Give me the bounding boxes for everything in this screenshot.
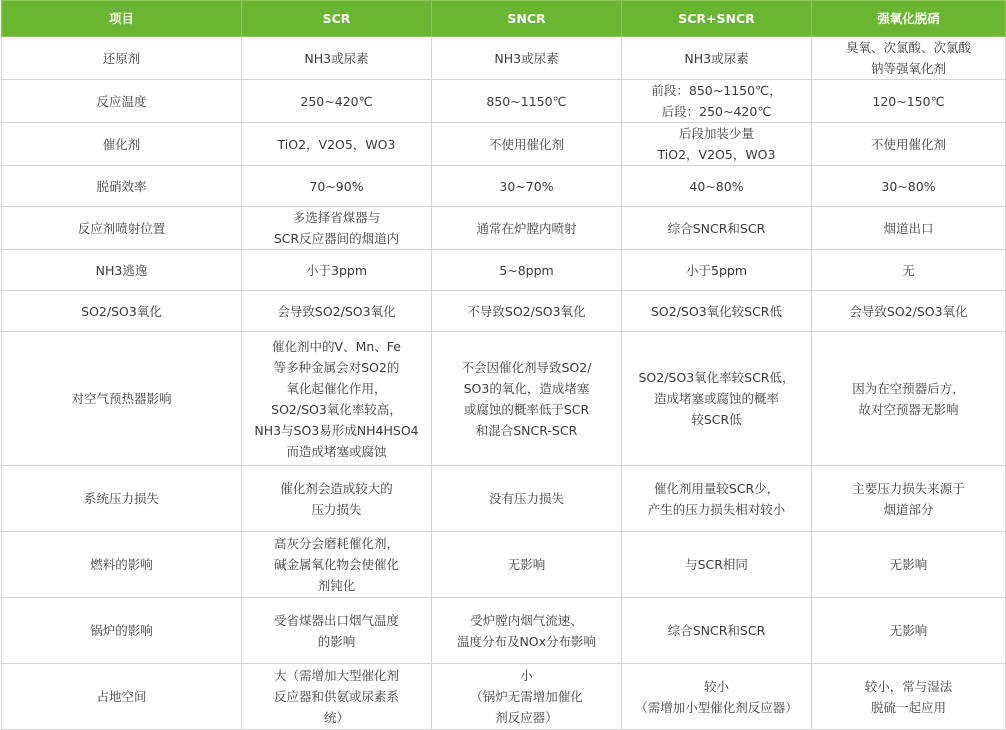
- table-row-fuel: [2, 532, 1006, 598]
- cell-preheater-strong-oxidation: 因为在空预器后方， 故对空预器无影响: [812, 332, 1006, 466]
- cell-temperature-sncr: 850~1150℃: [432, 80, 622, 123]
- cell-boiler-sncr: 受炉膛内烟气流速、 温度分布及NOx分布影响: [432, 598, 622, 664]
- cell-fuel-item: 燃料的影响: [2, 532, 242, 598]
- cell-injection-strong-oxidation: 烟道出口: [812, 207, 1006, 250]
- table-row-boiler: [2, 598, 1006, 664]
- cell-pressure-loss-scr: 催化剂会造成较大的 压力损失: [242, 466, 432, 532]
- cell-nh3-slip-strong-oxidation: 无: [812, 250, 1006, 291]
- cell-boiler-scr: 受省煤器出口烟气温度 的影响: [242, 598, 432, 664]
- cell-catalyst-scr: TiO2，V2O5，WO3: [242, 123, 432, 166]
- cell-pressure-loss-strong-oxidation: 主要压力损失来源于 烟道部分: [812, 466, 1006, 532]
- cell-reductant-sncr: NH3或尿素: [432, 37, 622, 80]
- cell-nh3-slip-sncr: 5~8ppm: [432, 250, 622, 291]
- cell-reductant-scr-sncr: NH3或尿素: [622, 37, 812, 80]
- cell-nh3-slip-scr: 小于3ppm: [242, 250, 432, 291]
- header-strong-oxidation: 强氧化脱硝: [812, 1, 1006, 37]
- cell-footprint-scr-sncr: 较小 （需增加小型催化剂反应器）: [622, 664, 812, 730]
- cell-so2-oxidation-strong-oxidation: 会导致SO2/SO3氧化: [812, 291, 1006, 332]
- cell-pressure-loss-item: 系统压力损失: [2, 466, 242, 532]
- cell-efficiency-scr: 70~90%: [242, 166, 432, 207]
- header-scr-sncr: SCR+SNCR: [622, 1, 812, 37]
- cell-boiler-strong-oxidation: 无影响: [812, 598, 1006, 664]
- denitration-comparison-table: [1, 0, 1006, 730]
- table-row-preheater: [2, 332, 1006, 466]
- header-scr: SCR: [242, 1, 432, 37]
- table-row-footprint: [2, 664, 1006, 730]
- header-item: 项目: [2, 1, 242, 37]
- cell-reductant-strong-oxidation: 臭氧、次氯酸、次氯酸 钠等强氧化剂: [812, 37, 1006, 80]
- cell-temperature-scr-sncr: 前段：850~1150℃， 后段：250~420℃: [622, 80, 812, 123]
- table-row-catalyst: [2, 123, 1006, 166]
- cell-efficiency-scr-sncr: 40~80%: [622, 166, 812, 207]
- cell-efficiency-strong-oxidation: 30~80%: [812, 166, 1006, 207]
- cell-footprint-item: 占地空间: [2, 664, 242, 730]
- table-row-temperature: [2, 80, 1006, 123]
- cell-injection-sncr: 通常在炉膛内喷射: [432, 207, 622, 250]
- cell-so2-oxidation-scr-sncr: SO2/SO3氧化较SCR低: [622, 291, 812, 332]
- cell-catalyst-scr-sncr: 后段加装少量 TiO2，V2O5，WO3: [622, 123, 812, 166]
- cell-efficiency-item: 脱硝效率: [2, 166, 242, 207]
- cell-temperature-item: 反应温度: [2, 80, 242, 123]
- cell-preheater-scr: 催化剂中的V、Mn、Fe 等多种金属会对SO2的 氧化起催化作用， SO2/SO3氧化率较高， NH3与SO3易形成NH4HSO4 而造成堵塞或腐蚀: [242, 332, 432, 466]
- cell-preheater-scr-sncr: SO2/SO3氧化率较SCR低， 造成堵塞或腐蚀的概率 较SCR低: [622, 332, 812, 466]
- table-row-pressure-loss: [2, 466, 1006, 532]
- cell-preheater-item: 对空气预热器影响: [2, 332, 242, 466]
- cell-reductant-scr: NH3或尿素: [242, 37, 432, 80]
- table-row-reductant: [2, 37, 1006, 80]
- cell-catalyst-strong-oxidation: 不使用催化剂: [812, 123, 1006, 166]
- cell-fuel-strong-oxidation: 无影响: [812, 532, 1006, 598]
- cell-fuel-scr-sncr: 与SCR相同: [622, 532, 812, 598]
- cell-so2-oxidation-sncr: 不导致SO2/SO3氧化: [432, 291, 622, 332]
- cell-pressure-loss-sncr: 没有压力损失: [432, 466, 622, 532]
- cell-fuel-sncr: 无影响: [432, 532, 622, 598]
- cell-nh3-slip-item: NH3逃逸: [2, 250, 242, 291]
- table-row-so2-oxidation: [2, 291, 1006, 332]
- cell-footprint-strong-oxidation: 较小，常与湿法 脱硫一起应用: [812, 664, 1006, 730]
- cell-preheater-sncr: 不会因催化剂导致SO2/ SO3的氧化，造成堵塞 或腐蚀的概率低于SCR 和混合SNCR-SCR: [432, 332, 622, 466]
- cell-efficiency-sncr: 30~70%: [432, 166, 622, 207]
- header-sncr: SNCR: [432, 1, 622, 37]
- cell-injection-item: 反应剂喷射位置: [2, 207, 242, 250]
- cell-boiler-scr-sncr: 综合SNCR和SCR: [622, 598, 812, 664]
- table-body: [2, 37, 1006, 730]
- cell-reductant-item: 还原剂: [2, 37, 242, 80]
- cell-fuel-scr: 高灰分会磨耗催化剂， 碱金属氧化物会使催化 剂钝化: [242, 532, 432, 598]
- cell-pressure-loss-scr-sncr: 催化剂用量较SCR少， 产生的压力损失相对较小: [622, 466, 812, 532]
- cell-injection-scr-sncr: 综合SNCR和SCR: [622, 207, 812, 250]
- cell-so2-oxidation-scr: 会导致SO2/SO3氧化: [242, 291, 432, 332]
- cell-so2-oxidation-item: SO2/SO3氧化: [2, 291, 242, 332]
- table-row-efficiency: [2, 166, 1006, 207]
- cell-injection-scr: 多选择省煤器与 SCR反应器间的烟道内: [242, 207, 432, 250]
- cell-footprint-sncr: 小 （锅炉无需增加催化 剂反应器）: [432, 664, 622, 730]
- cell-temperature-scr: 250~420℃: [242, 80, 432, 123]
- cell-footprint-scr: 大（需增加大型催化剂 反应器和供氨或尿素系 统）: [242, 664, 432, 730]
- table-row-nh3-slip: [2, 250, 1006, 291]
- header-row: [2, 1, 1006, 37]
- cell-nh3-slip-scr-sncr: 小于5ppm: [622, 250, 812, 291]
- cell-catalyst-item: 催化剂: [2, 123, 242, 166]
- cell-catalyst-sncr: 不使用催化剂: [432, 123, 622, 166]
- cell-temperature-strong-oxidation: 120~150℃: [812, 80, 1006, 123]
- table-row-injection: [2, 207, 1006, 250]
- table-header: [2, 1, 1006, 37]
- cell-boiler-item: 锅炉的影响: [2, 598, 242, 664]
